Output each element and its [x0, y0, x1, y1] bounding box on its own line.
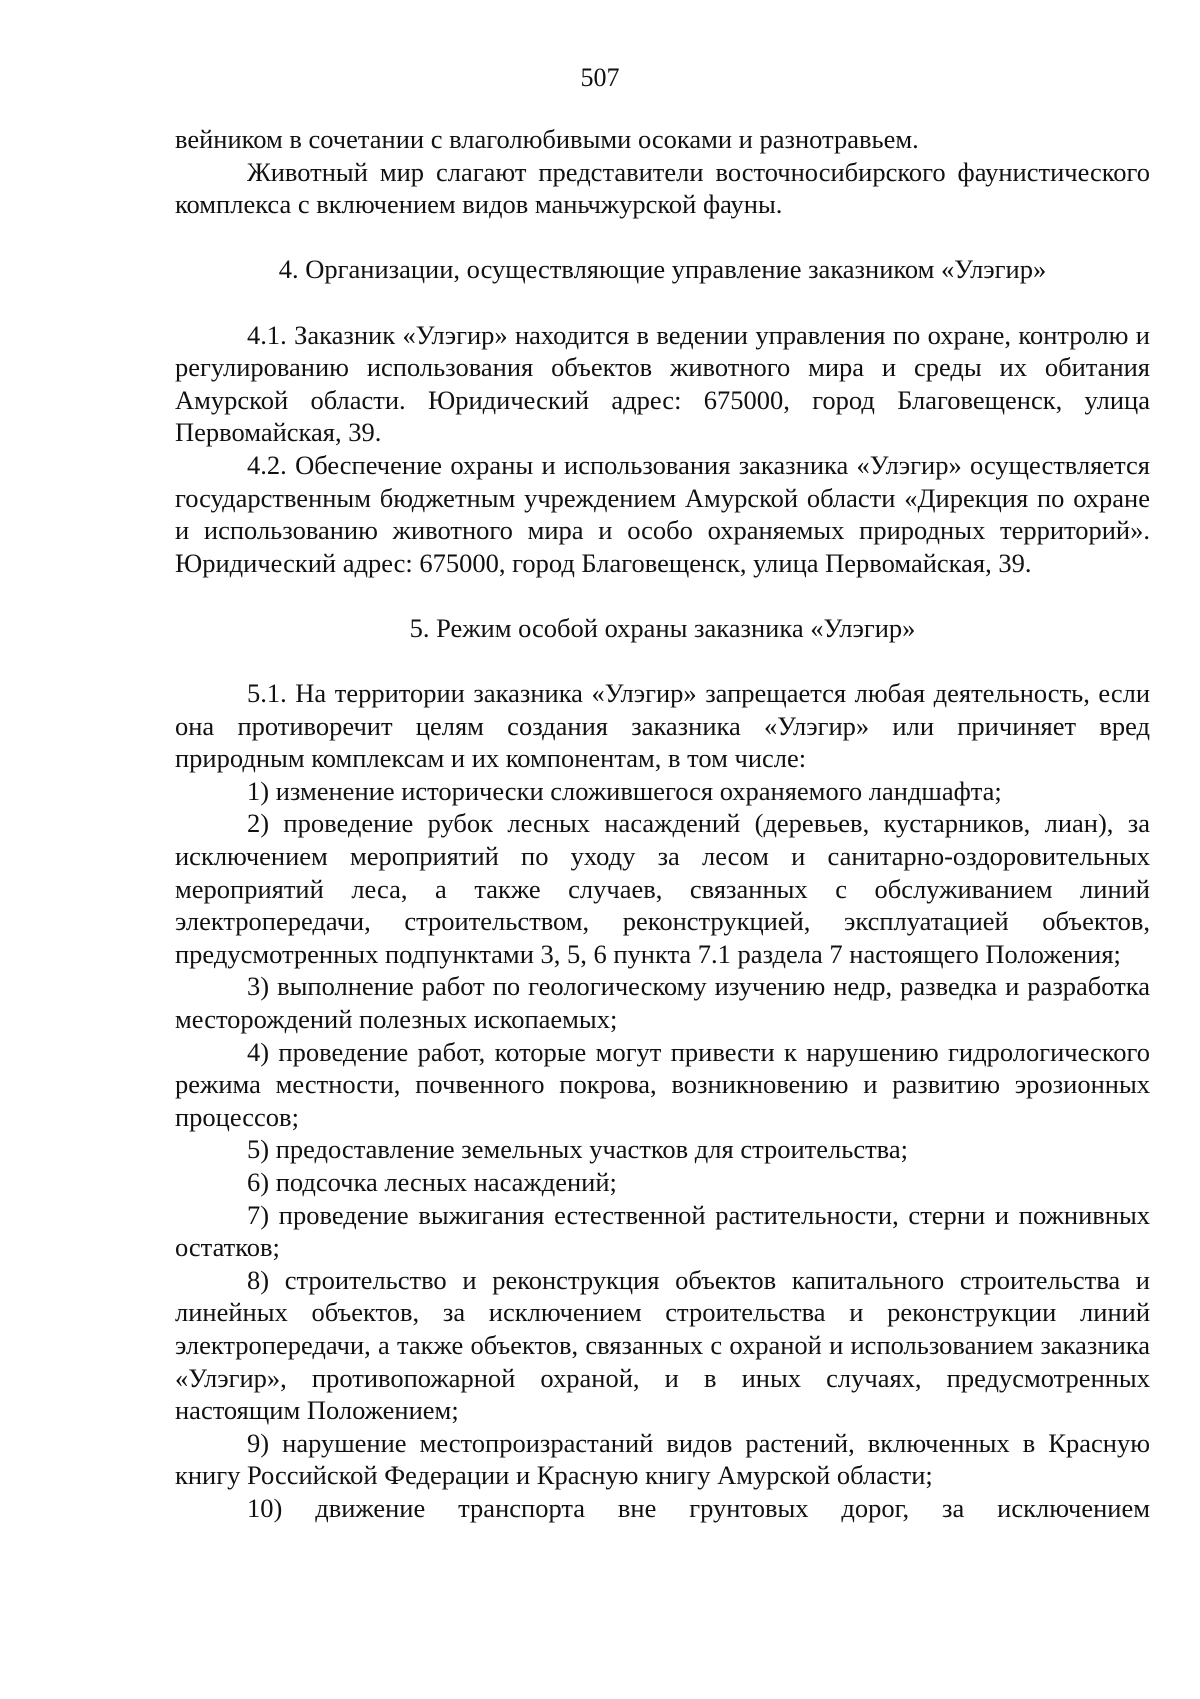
list-item: 5) предоставление земельных участков для строительства;	[247, 1134, 908, 1165]
paragraph-4-2: 4.2. Обеспечение охраны и использования заказника «Улэгир» осуществляется государственным бюджетным учреждением Амурской области «Дирекция по охране и использованию животного мира и особо охраняемых природных территорий». Юридический адрес: 675000, город Благовещенск, улица Первомайская, 39.	[175, 449, 1150, 578]
list-item: 1) изменение исторически сложившегося охраняемого ландшафта;	[247, 775, 1002, 806]
list-item: 4) проведение работ, которые могут привести к нарушению гидрологического режима местности, почвенного покрова, возникновению и развитию эрозионных процессов;	[175, 1036, 1150, 1132]
document-body	[175, 123, 1150, 1525]
list-item: 3) выполнение работ по геологическому изучению недр, разведка и разработка месторождений полезных ископаемых;	[175, 971, 1150, 1035]
page-number: 507	[580, 63, 620, 92]
list-item: 9) нарушение местопроизрастаний видов растений, включенных в Красную книгу Российской Федерации и Красную книгу Амурской области;	[175, 1427, 1150, 1491]
paragraph-4-1: 4.1. Заказник «Улэгир» находится в ведении управления по охране, контролю и регулированию использования объектов животного мира и среды их обитания Амурской области. Юридический адрес: 675000, город Благовещенск, улица Первомайская, 39.	[175, 319, 1150, 448]
paragraph: вейником в сочетании с влаголюбивыми осоками и разнотравьем.	[175, 124, 919, 154]
list-item: 7) проведение выжигания естественной растительности, стерни и пожнивных остатков;	[175, 1199, 1150, 1263]
paragraph: Животный мир слагают представители восточносибирского фаунистического комплекса с включением видов маньчжурской фауны.	[175, 156, 1150, 220]
paragraph-5-1: 5.1. На территории заказника «Улэгир» запрещается любая деятельность, если она противоречит целям создания заказника «Улэгир» или причиняет вред природным комплексам и их компонентам, в том числе:	[175, 678, 1150, 774]
list-item: 8) строительство и реконструкция объектов капитального строительства и линейных объектов, за исключением строительства и реконструкции линий электропередачи, а также объектов, связанных с охраной и использованием заказника «Улэгир», противопожарной охраной, и в иных случаях, предусмотренных настоящим Положением;	[175, 1264, 1150, 1426]
section-5-heading: 5. Режим особой охраны заказника «Улэгир»	[409, 612, 916, 643]
list-item: 2) проведение рубок лесных насаждений (деревьев, кустарников, лиан), за исключением мероприятий по уходу за лесом и санитарно-оздоровительных мероприятий леса, а также случаев, связанных с обслуживанием линий электропередачи, строительством, реконструкцией, эксплуатацией объектов, предусмотренных подпунктами 3, 5, 6 пункта 7.1 раздела 7 настоящего Положения;	[175, 808, 1150, 969]
list-item: 10) движение транспорта вне грунтовых дорог, за исключением	[247, 1492, 1150, 1523]
section-4-heading: 4. Организации, осуществляющие управление заказником «Улэгир»	[278, 254, 1047, 285]
list-item: 6) подсочка лесных насаждений;	[247, 1167, 617, 1197]
